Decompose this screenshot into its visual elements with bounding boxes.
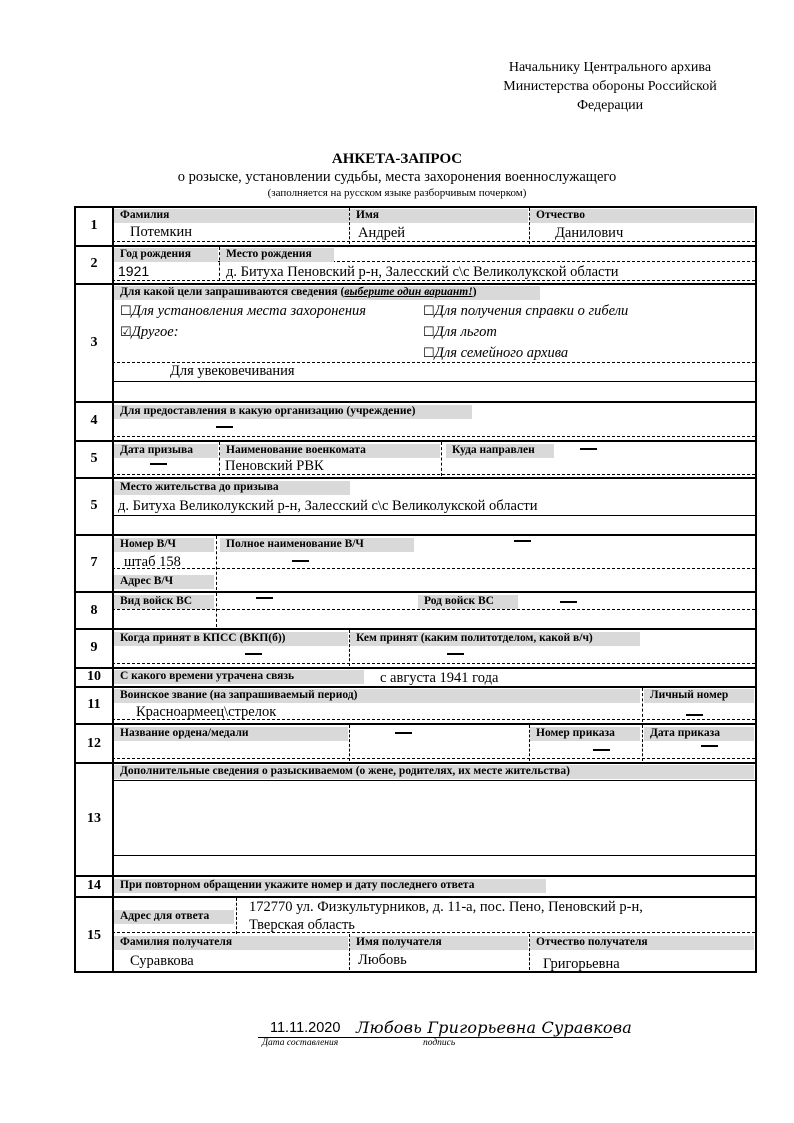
empty-dash-mark	[292, 560, 309, 562]
recipient-name-label: Имя получателя	[350, 936, 528, 950]
draft-office-value[interactable]: Пеновский РВК	[225, 458, 324, 474]
award-name-label: Название ордена/медали	[114, 727, 348, 741]
empty-dash-mark	[593, 749, 610, 751]
option-benefits-label: Для льгот	[434, 324, 497, 340]
birth-place-value[interactable]: д. Битуха Пеновский р-н, Залесский с\с Великолукской области	[226, 264, 619, 280]
row-number: 12	[87, 736, 101, 751]
date-caption: Дата составления	[262, 1038, 339, 1048]
empty-dash-mark	[580, 448, 597, 450]
row-number: 14	[87, 878, 101, 893]
row-number: 1	[90, 218, 98, 233]
unit-address-label: Адрес В/Ч	[114, 575, 214, 589]
order-number-label: Номер приказа	[530, 727, 640, 741]
row-number: 13	[87, 811, 101, 826]
birth-year-label: Год рождения	[114, 248, 218, 262]
residence-value[interactable]: д. Битуха Великолукский р-н, Залесский с\с Великолукской области	[118, 498, 538, 514]
draft-date-label: Дата призыва	[114, 444, 218, 458]
row-number: 11	[87, 697, 101, 712]
row-number: 4	[90, 413, 98, 428]
recipient-surname-label: Фамилия получателя	[114, 936, 348, 950]
birth-year-value[interactable]: 1921	[118, 263, 150, 279]
option-other-label: Другое:	[131, 324, 179, 340]
empty-dash-mark	[216, 426, 233, 428]
party-when-label: Когда принят в КПСС (ВКП(б))	[114, 632, 348, 646]
addressee-line-2: Министерства обороны Российской	[503, 79, 717, 94]
empty-dash-mark	[256, 597, 273, 599]
signature: Любовь Григорьевна Суравкова	[356, 1018, 632, 1037]
rank-label: Воинское звание (на запрашиваемый период)	[114, 689, 640, 703]
lost-contact-label: С какого времени утрачена связь	[114, 670, 364, 684]
option-benefits[interactable]	[423, 324, 497, 341]
row-number: 2	[90, 256, 98, 271]
row-number: 5	[90, 498, 98, 513]
option-burial-label: Для установления места захоронения	[131, 303, 367, 319]
empty-dash-mark	[245, 653, 262, 655]
empty-dash-mark	[514, 540, 531, 542]
reply-address-label: Адрес для ответа	[114, 910, 234, 924]
purpose-label-text: Для какой цели запрашиваются сведения (	[120, 286, 345, 298]
patronymic-label: Отчество	[530, 209, 754, 223]
reply-address-line-2[interactable]: Тверская область	[249, 917, 355, 933]
recipient-patronymic-value[interactable]: Григорьевна	[543, 956, 620, 972]
signature-caption: подпись	[423, 1038, 456, 1048]
addressee-line-1: Начальнику Центрального архива	[508, 60, 712, 75]
row-number: 9	[90, 640, 98, 655]
troops-type-label: Вид войск ВС	[114, 595, 214, 609]
composition-date[interactable]: 11.11.2020	[270, 1020, 341, 1036]
party-by-label: Кем принят (каким политотделом, какой в/ч)	[350, 632, 640, 646]
checkbox-empty-icon[interactable]: ☐	[423, 324, 435, 339]
checkbox-empty-icon[interactable]: ☐	[120, 303, 132, 318]
birth-place-label: Место рождения	[220, 248, 334, 262]
checkbox-empty-icon[interactable]: ☐	[423, 345, 435, 360]
repeat-request-label: При повторном обращении укажите номер и дату последнего ответа	[114, 879, 546, 893]
troops-branch-label: Род войск ВС	[418, 595, 518, 609]
addressee-line-3: Федерации	[576, 98, 644, 113]
empty-dash-mark	[701, 745, 718, 747]
empty-dash-mark	[395, 732, 412, 734]
checkbox-checked-icon[interactable]: ☑	[120, 324, 132, 339]
name-label: Имя	[350, 209, 528, 223]
option-death-certificate-label: Для получения справки о гибели	[434, 303, 629, 319]
row-number: 7	[90, 555, 98, 570]
organization-label: Для предоставления в какую организацию (учреждение)	[114, 405, 472, 419]
empty-dash-mark	[560, 601, 577, 603]
checkbox-empty-icon[interactable]: ☐	[423, 303, 435, 318]
purpose-other-value[interactable]: Для увековечивания	[170, 363, 295, 379]
additional-info-label: Дополнительные сведения о разыскиваемом (о жене, родителях, их месте жительства)	[114, 765, 754, 779]
purpose-label	[114, 286, 540, 300]
sent-to-label: Куда направлен	[446, 444, 554, 458]
row-number: 8	[90, 603, 98, 618]
rank-value[interactable]: Красноармеец\стрелок	[136, 704, 277, 720]
unit-number-value[interactable]: штаб 158	[124, 554, 181, 570]
surname-label: Фамилия	[114, 209, 349, 223]
form-subtitle: о розыске, установлении судьбы, места захоронения военнослужащего	[177, 169, 617, 185]
row-number: 3	[90, 335, 98, 350]
recipient-surname-value[interactable]: Суравкова	[130, 953, 194, 969]
reply-address-line-1[interactable]: 172770 ул. Физкультурников, д. 11-а, пос. Пено, Пеновский р-н,	[249, 899, 643, 915]
residence-label: Место жительства до призыва	[114, 481, 350, 495]
form-title: АНКЕТА-ЗАПРОС	[331, 151, 463, 167]
option-other[interactable]	[120, 324, 179, 341]
draft-office-label: Наименование военкомата	[220, 444, 440, 458]
recipient-name-value[interactable]: Любовь	[358, 952, 407, 968]
patronymic-value[interactable]: Данилович	[555, 225, 624, 241]
row-number: 5	[90, 451, 98, 466]
recipient-patronymic-label: Отчество получателя	[530, 936, 754, 950]
surname-value[interactable]: Потемкин	[130, 224, 193, 240]
form-note: (заполняется на русском языке разборчивым почерком)	[267, 187, 527, 199]
purpose-choose-note: выберите один вариант!	[344, 286, 473, 298]
unit-number-label: Номер В/Ч	[114, 538, 214, 552]
option-death-certificate[interactable]	[423, 303, 628, 320]
row-number: 15	[87, 928, 101, 943]
purpose-label-end: )	[472, 286, 477, 298]
personal-number-label: Личный номер	[644, 689, 754, 703]
addressee-block	[480, 58, 740, 115]
order-date-label: Дата приказа	[644, 727, 754, 741]
option-burial[interactable]	[120, 303, 366, 320]
empty-dash-mark	[686, 714, 703, 716]
option-family-archive-label: Для семейного архива	[434, 345, 569, 361]
row-number: 10	[87, 669, 101, 684]
empty-dash-mark	[150, 463, 167, 465]
lost-contact-value[interactable]: с августа 1941 года	[380, 670, 499, 686]
name-value[interactable]: Андрей	[358, 225, 406, 241]
option-family-archive[interactable]	[423, 345, 568, 362]
unit-full-name-label: Полное наименование В/Ч	[220, 538, 414, 552]
empty-dash-mark	[447, 653, 464, 655]
